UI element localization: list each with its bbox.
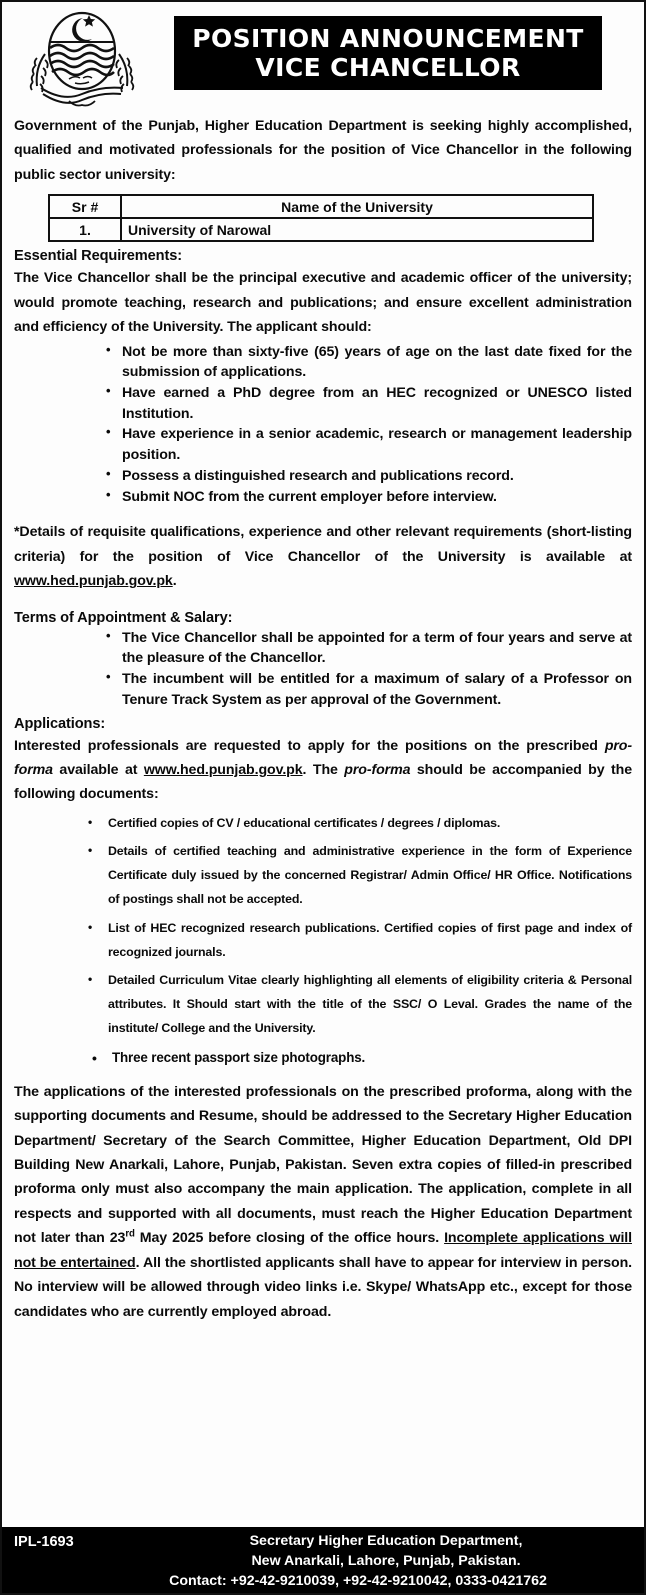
hed-website-link-2[interactable]: www.hed.punjab.gov.pk <box>143 762 303 779</box>
announcement-title-line-1: POSITION ANNOUNCEMENT <box>192 23 584 53</box>
applications-intro <box>14 734 632 807</box>
list-item: • Possess a distinguished research and publications record. <box>106 466 632 487</box>
details-note-period: . <box>172 573 177 590</box>
list-item: • Not be more than sixty-five (65) years of age on the last date fixed for the submission of applications. <box>106 342 632 383</box>
list-item: • Have earned a PhD degree from an HEC recognized or UNESCO listed Institution. <box>106 383 632 424</box>
proforma-word-2: pro-forma <box>344 762 411 779</box>
table-header-sr: Sr # <box>49 195 121 218</box>
list-item: • Detailed Curriculum Vitae clearly highlighting all elements of eligibility criteria & Personal attributes. It Should start with the title of the SSC/ O Leval. Grades the name of the institute/ College and the University. <box>86 968 632 1041</box>
closing-seg-3: before closing of the office hours. <box>203 1230 445 1247</box>
list-item: • Submit NOC from the current employer before interview. <box>106 487 632 508</box>
terms-list <box>14 628 632 711</box>
list-item: • Certified copies of CV / educational certificates / degrees / diplomas. <box>86 811 632 835</box>
applications-intro-part2: available at <box>52 762 144 779</box>
table-cell-university-name: University of Narowal <box>121 218 593 241</box>
university-table <box>48 194 594 242</box>
proforma-word-1: pro-forma <box>14 737 632 779</box>
list-item: • The Vice Chancellor shall be appointed for a term of four years and serve at the pleasure of the Chancellor. <box>106 628 632 669</box>
table-cell-sr: 1. <box>49 218 121 241</box>
emblem-container <box>2 2 162 114</box>
applications-intro-part3: . The <box>302 762 345 779</box>
deadline-ordinal: rd <box>125 1228 135 1240</box>
closing-seg-1: The applications of the interested professionals on the prescribed proforma, along with the supporting documents and Resume, should be addressed to the Secretary Higher Education Department/ Secretary of the Search Committee, <box>14 1083 632 1149</box>
announcement-title-line-2: VICE CHANCELLOR <box>255 53 521 82</box>
table-header-name: Name of the University <box>121 195 593 218</box>
closing-seg-2: . Seven extra copies of filled-in prescribed proforma only must also accompany the main application. The application, complete in all respects and supported with all documents, must reach the Higher Education Department not later than <box>14 1156 633 1247</box>
page-header <box>2 2 644 114</box>
essential-requirements-list <box>14 342 632 508</box>
footer-line-1: Secretary Higher Education Department, <box>249 1533 523 1549</box>
hed-website-link[interactable]: www.hed.punjab.gov.pk <box>14 573 173 590</box>
footer-line-2: New Anarkali, Lahore, Punjab, Pakistan. <box>251 1553 521 1570</box>
list-item: • The incumbent will be entitled for a maximum of salary of a Professor on Tenure Track System as per approval of the Government. <box>106 669 632 710</box>
closing-address-bold: Higher Education Department, Old DPI Building New Anarkali, Lahore, Punjab, Pakistan <box>14 1132 632 1173</box>
essential-requirements-heading: Essential Requirements: <box>14 248 183 265</box>
required-documents-list <box>14 811 632 1071</box>
intro-paragraph: Government of the Punjab, Higher Education Department is seeking highly accomplished, qualified and motivated professionals for the position of Vice Chancellor in the following public sector university: <box>14 118 632 183</box>
list-item: • Three recent passport size photographs. <box>86 1045 632 1071</box>
applications-heading: Applications: <box>14 715 106 732</box>
essential-requirements-intro: The Vice Chancellor shall be the principal executive and academic officer of the university; would promote teaching, research and publications; and ensure excellent administration and efficiency of the University. The applicant should: <box>14 270 632 336</box>
table-row <box>49 218 593 241</box>
applications-intro-part4: should be accompanied by the following documents: <box>14 762 633 803</box>
deadline-month-year: May 2025 <box>134 1230 204 1247</box>
footer-reference-code: IPL-1693 <box>14 1534 74 1550</box>
details-note-text: *Details of requisite qualifications, experience and other relevant requirements (short-listing criteria) for the position of Vice Chancellor of the University is available at <box>14 524 632 565</box>
details-note-paragraph <box>14 520 632 593</box>
terms-heading: Terms of Appointment & Salary: <box>14 609 233 626</box>
page-footer <box>2 1527 644 1593</box>
document-body <box>2 114 644 1324</box>
list-item: • Have experience in a senior academic, research or management leadership position. <box>106 424 632 465</box>
list-item: • List of HEC recognized research publications. Certified copies of first page and index of recognized journals. <box>86 916 632 964</box>
applications-intro-part1: Interested professionals are requested to apply for the positions on the prescribed <box>14 737 605 754</box>
punjab-government-emblem-icon <box>23 6 141 110</box>
footer-contact-line: Contact: +92-42-9210039, +92-42-9210042, 0333-0421762 <box>169 1573 547 1590</box>
list-item: • Details of certified teaching and administrative experience in the form of Experience Certificate duly issued by the concerned Registrar/ Admin Office/ HR Office. Notifications of postings shall not be accepted. <box>86 839 632 912</box>
announcement-title-box <box>174 16 602 90</box>
closing-seg-4: . All the shortlisted applicants shall have to appear for interview in person. No interview will be allowed through video links i.e. Skype/ WhatsApp etc., except for those candidates who are currently employed abroad. <box>14 1254 632 1320</box>
incomplete-applications-warning: Incomplete applications will not be entertained <box>14 1230 632 1271</box>
table-header-row <box>49 195 593 218</box>
footer-address-block <box>152 1531 644 1591</box>
deadline-day: 23 <box>109 1230 126 1247</box>
closing-paragraph <box>14 1080 632 1324</box>
